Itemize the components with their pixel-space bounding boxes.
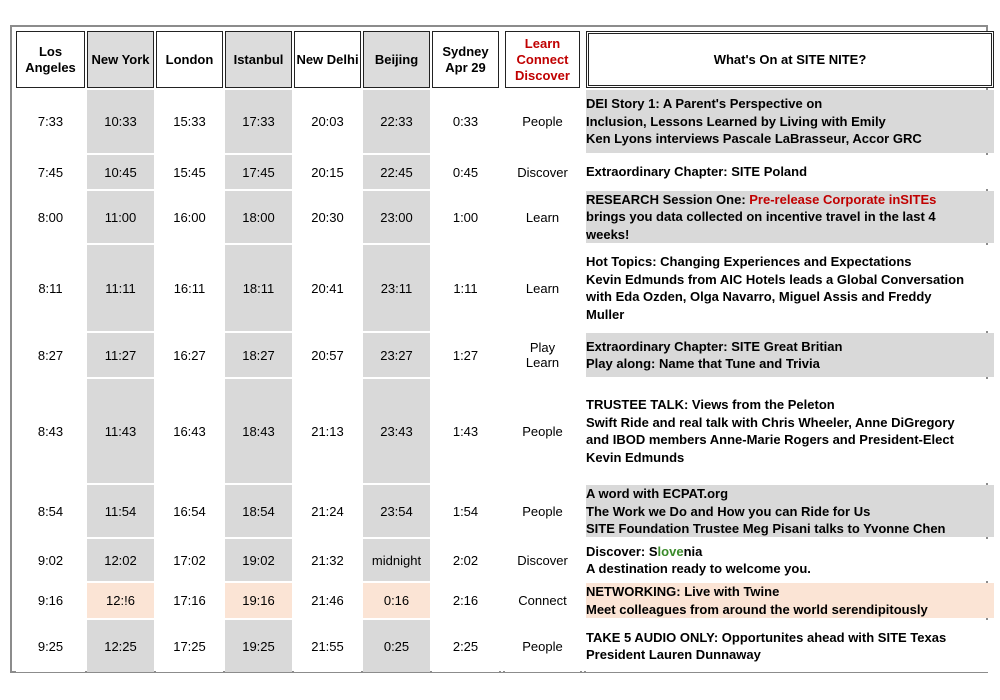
header-city: Sydney Apr 29: [432, 31, 499, 88]
schedule-row: [16, 620, 994, 672]
column-spacer: [501, 620, 503, 672]
time-cell: 7:45: [16, 155, 85, 189]
time-cell: 0:33: [432, 90, 499, 153]
description-line: [586, 583, 994, 600]
time-cell: 21:46: [294, 583, 361, 618]
time-cell: 11:43: [87, 379, 154, 483]
program-description: [586, 245, 994, 331]
description-line: [586, 414, 994, 431]
column-spacer: [582, 379, 584, 483]
column-spacer: [582, 539, 584, 581]
description-line: [586, 226, 994, 243]
time-cell: 17:33: [225, 90, 292, 153]
time-cell: 16:54: [156, 485, 223, 537]
header-spacer: [582, 31, 584, 88]
time-cell: 21:13: [294, 379, 361, 483]
description-line: [586, 629, 994, 646]
time-cell: 23:00: [363, 191, 430, 243]
column-spacer: [501, 539, 503, 581]
time-cell: 8:27: [16, 333, 85, 377]
time-cell: 18:54: [225, 485, 292, 537]
description-text: NETWORKING: Live with Twine: [586, 584, 780, 600]
description-line: [586, 543, 994, 560]
time-cell: 18:27: [225, 333, 292, 377]
category-cell: Discover: [505, 155, 580, 189]
time-cell: midnight: [363, 539, 430, 581]
column-spacer: [582, 245, 584, 331]
header-whats-on: What's On at SITE NITE?: [586, 31, 994, 88]
schedule-row: [16, 485, 994, 537]
time-cell: 12:25: [87, 620, 154, 672]
description-line: [586, 163, 994, 180]
description-text: Inclusion, Lessons Learned by Living with Emily: [586, 113, 886, 129]
program-description: [586, 333, 994, 377]
column-spacer: [501, 583, 503, 618]
description-line: [586, 601, 994, 618]
time-cell: 2:02: [432, 539, 499, 581]
category-cell: Learn: [505, 191, 580, 243]
description-line: [586, 503, 994, 520]
schedule-row: [16, 191, 994, 243]
time-cell: 22:45: [363, 155, 430, 189]
time-cell: 0:45: [432, 155, 499, 189]
column-spacer: [501, 90, 503, 153]
header-row: [16, 31, 994, 88]
description-line: [586, 271, 994, 288]
program-description: [586, 485, 994, 537]
time-cell: 9:25: [16, 620, 85, 672]
time-cell: 23:54: [363, 485, 430, 537]
schedule-table: [14, 29, 996, 674]
description-text: Extraordinary Chapter: SITE Great Britian: [586, 338, 843, 354]
schedule-row: [16, 583, 994, 618]
program-description: [586, 539, 994, 581]
column-spacer: [501, 379, 503, 483]
category-cell: Learn: [505, 245, 580, 331]
time-cell: 18:11: [225, 245, 292, 331]
time-cell: 19:16: [225, 583, 292, 618]
header-city: New York: [87, 31, 154, 88]
time-cell: 17:45: [225, 155, 292, 189]
column-spacer: [501, 155, 503, 189]
time-cell: 12:!6: [87, 583, 154, 618]
description-text: weeks!: [586, 226, 630, 242]
description-line: [586, 520, 994, 537]
time-cell: 2:25: [432, 620, 499, 672]
column-spacer: [501, 191, 503, 243]
program-description: [586, 191, 994, 243]
description-line: [586, 396, 994, 413]
time-cell: 11:27: [87, 333, 154, 377]
time-cell: 11:00: [87, 191, 154, 243]
time-cell: 0:25: [363, 620, 430, 672]
time-cell: 2:16: [432, 583, 499, 618]
description-text: Swift Ride and real talk with Chris Wheeler, Anne DiGregory: [586, 414, 955, 430]
column-spacer: [582, 90, 584, 153]
header-city: Los Angeles: [16, 31, 85, 88]
description-line: [586, 191, 994, 208]
time-cell: 19:02: [225, 539, 292, 581]
description-text: Meet colleagues from around the world serendipitously: [586, 601, 928, 617]
header-city: New Delhi: [294, 31, 361, 88]
description-text: Pre-release Corporate inSITEs: [749, 192, 937, 207]
header-category: Learn Connect Discover: [505, 31, 580, 88]
description-text: A word with ECPAT.org: [586, 486, 729, 502]
description-line: [586, 288, 994, 305]
description-line: [586, 449, 994, 466]
time-cell: 23:11: [363, 245, 430, 331]
time-cell: 11:11: [87, 245, 154, 331]
time-cell: 18:43: [225, 379, 292, 483]
time-cell: 16:27: [156, 333, 223, 377]
time-cell: 0:16: [363, 583, 430, 618]
time-cell: 12:02: [87, 539, 154, 581]
column-spacer: [501, 333, 503, 377]
category-cell: People: [505, 90, 580, 153]
time-cell: 9:02: [16, 539, 85, 581]
category-cell: Play Learn: [505, 333, 580, 377]
time-cell: 21:24: [294, 485, 361, 537]
description-line: [586, 208, 994, 225]
column-spacer: [582, 583, 584, 618]
description-line: [586, 431, 994, 448]
description-line: [586, 338, 994, 355]
time-cell: 1:00: [432, 191, 499, 243]
description-line: [586, 130, 994, 147]
time-cell: 11:54: [87, 485, 154, 537]
description-line: [586, 306, 994, 323]
time-cell: 19:25: [225, 620, 292, 672]
description-line: [586, 355, 994, 372]
description-text: Ken Lyons interviews Pascale LaBrasseur, Accor GRC: [586, 131, 922, 147]
column-spacer: [501, 485, 503, 537]
description-text: A destination ready to welcome you.: [586, 561, 811, 577]
schedule-body: [16, 90, 994, 672]
time-cell: 20:03: [294, 90, 361, 153]
description-text: The Work we Do and How you can Ride for Us: [586, 503, 871, 519]
time-cell: 22:33: [363, 90, 430, 153]
header-city: Istanbul: [225, 31, 292, 88]
schedule-row: [16, 245, 994, 331]
column-spacer: [501, 245, 503, 331]
header-city: London: [156, 31, 223, 88]
program-description: [586, 155, 994, 189]
category-cell: People: [505, 620, 580, 672]
time-cell: 10:33: [87, 90, 154, 153]
time-cell: 20:15: [294, 155, 361, 189]
time-cell: 8:11: [16, 245, 85, 331]
description-line: [586, 95, 994, 112]
time-cell: 17:16: [156, 583, 223, 618]
description-text: nia: [683, 544, 703, 560]
time-cell: 7:33: [16, 90, 85, 153]
description-text: Extraordinary Chapter: SITE Poland: [586, 164, 808, 180]
time-cell: 17:02: [156, 539, 223, 581]
time-cell: 1:43: [432, 379, 499, 483]
schedule-frame: [10, 25, 988, 673]
column-spacer: [582, 155, 584, 189]
description-line: [586, 560, 994, 577]
description-line: [586, 253, 994, 270]
description-text: Hot Topics: Changing Experiences and Expectations: [586, 254, 912, 270]
schedule-row: [16, 155, 994, 189]
time-cell: 1:54: [432, 485, 499, 537]
description-text: Muller: [586, 306, 625, 322]
column-spacer: [582, 333, 584, 377]
column-spacer: [582, 191, 584, 243]
time-cell: 21:32: [294, 539, 361, 581]
time-cell: 16:43: [156, 379, 223, 483]
description-text: with Eda Ozden, Olga Navarro, Miguel Assis and Freddy: [586, 289, 932, 305]
time-cell: 16:11: [156, 245, 223, 331]
header-city: Beijing: [363, 31, 430, 88]
program-description: [586, 620, 994, 672]
description-line: [586, 485, 994, 502]
time-cell: 15:45: [156, 155, 223, 189]
description-text: Play along: Name that Tune and Trivia: [586, 356, 820, 372]
description-text: and IBOD members Anne-Marie Rogers and President-Elect: [586, 432, 954, 448]
time-cell: 9:16: [16, 583, 85, 618]
description-text: Discover: S: [586, 544, 658, 560]
time-cell: 16:00: [156, 191, 223, 243]
program-description: [586, 90, 994, 153]
time-cell: 8:00: [16, 191, 85, 243]
category-cell: Discover: [505, 539, 580, 581]
time-cell: 23:27: [363, 333, 430, 377]
schedule-row: [16, 333, 994, 377]
time-cell: 18:00: [225, 191, 292, 243]
description-text: President Lauren Dunnaway: [586, 647, 761, 663]
description-text: love: [657, 544, 684, 560]
time-cell: 23:43: [363, 379, 430, 483]
time-cell: 1:11: [432, 245, 499, 331]
schedule-row: [16, 539, 994, 581]
time-cell: 10:45: [87, 155, 154, 189]
time-cell: 20:57: [294, 333, 361, 377]
description-text: TAKE 5 AUDIO ONLY: Opportunites ahead with SITE Texas: [586, 629, 947, 645]
description-text: TRUSTEE TALK: Views from the Peleton: [586, 397, 835, 413]
description-text: Kevin Edmunds from AIC Hotels leads a Global Conversation: [586, 271, 965, 287]
schedule-row: [16, 379, 994, 483]
time-cell: 20:41: [294, 245, 361, 331]
header-spacer: [501, 31, 503, 88]
program-description: [586, 583, 994, 618]
program-description: [586, 379, 994, 483]
schedule-row: [16, 90, 994, 153]
category-cell: People: [505, 379, 580, 483]
description-text: RESEARCH Session One:: [586, 192, 750, 207]
time-cell: 20:30: [294, 191, 361, 243]
time-cell: 8:43: [16, 379, 85, 483]
time-cell: 17:25: [156, 620, 223, 672]
time-cell: 1:27: [432, 333, 499, 377]
category-cell: People: [505, 485, 580, 537]
time-cell: 8:54: [16, 485, 85, 537]
time-cell: 21:55: [294, 620, 361, 672]
description-text: SITE Foundation Trustee Meg Pisani talks to Yvonne Chen: [586, 521, 946, 537]
description-line: [586, 646, 994, 663]
description-text: brings you data collected on incentive travel in the last 4: [586, 209, 936, 225]
column-spacer: [582, 620, 584, 672]
description-text: Kevin Edmunds: [586, 449, 685, 465]
time-cell: 15:33: [156, 90, 223, 153]
category-cell: Connect: [505, 583, 580, 618]
description-line: [586, 113, 994, 130]
column-spacer: [582, 485, 584, 537]
description-text: DEI Story 1: A Parent's Perspective on: [586, 96, 823, 112]
